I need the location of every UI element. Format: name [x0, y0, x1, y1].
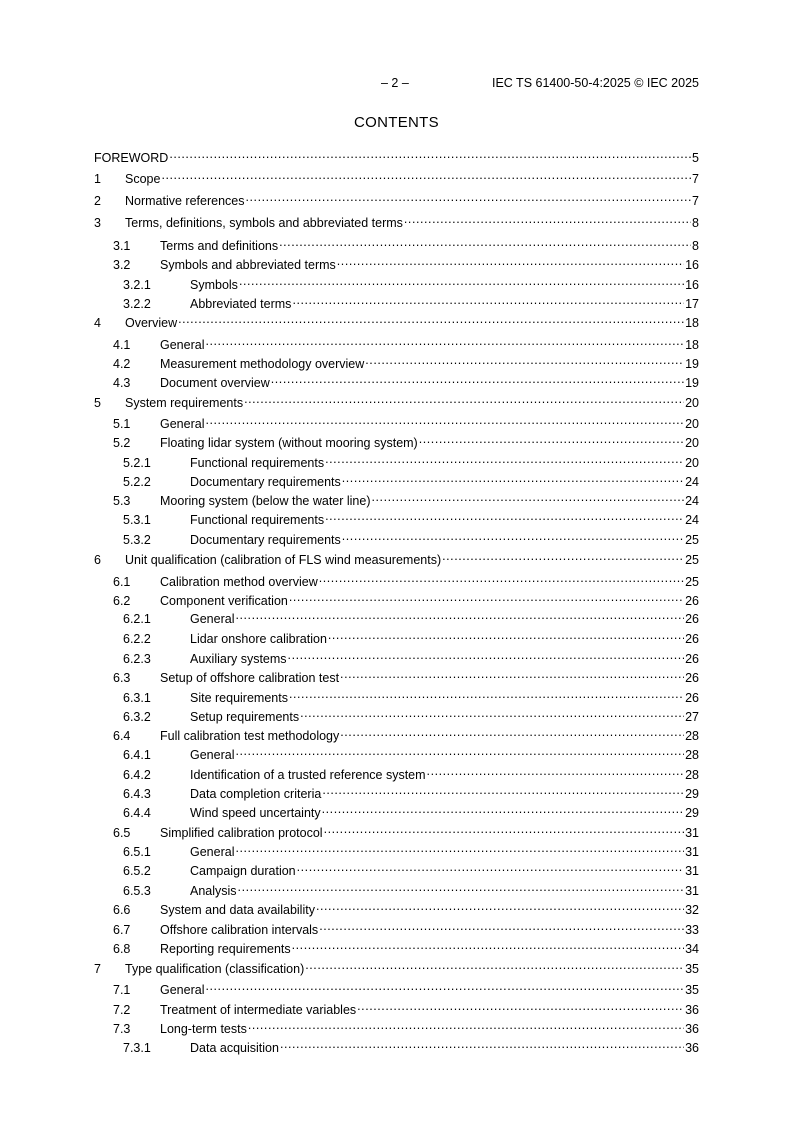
toc-entry[interactable] [94, 547, 699, 567]
toc-entry[interactable] [94, 820, 699, 840]
dot-leader [289, 685, 684, 702]
toc-entry-number: 6.1 [113, 575, 131, 589]
toc-entry[interactable] [94, 310, 699, 330]
toc-entry-title: Terms, definitions, symbols and abbreviated terms [125, 216, 403, 230]
toc-entry[interactable] [94, 723, 699, 743]
toc-entry-title: General [160, 417, 205, 431]
toc-entry-number: 6.5.1 [123, 845, 151, 859]
toc-entry-title: System requirements [125, 396, 244, 410]
toc-entry-title: FOREWORD [94, 151, 169, 165]
toc-entry-number: 6.5.3 [123, 884, 151, 898]
toc-entry-title: Mooring system (below the water line) [160, 494, 371, 508]
toc-entry-page: 16 [685, 278, 699, 292]
toc-entry-number: 7.2 [113, 1003, 131, 1017]
dot-leader [322, 781, 684, 798]
dot-leader [340, 723, 684, 740]
toc-entry-number: 6.5.2 [123, 864, 151, 878]
toc-entry-title: Auxiliary systems [190, 652, 287, 666]
toc-entry-page: 31 [685, 826, 699, 840]
toc-entry-page: 26 [685, 671, 699, 685]
toc-entry-number: 6.3.1 [123, 691, 151, 705]
toc-entry[interactable] [94, 166, 699, 186]
toc-entry-number: 5.3.1 [123, 513, 151, 527]
dot-leader [365, 351, 684, 368]
page-title: CONTENTS [354, 114, 439, 131]
toc-entry-number: 5.2.2 [123, 475, 151, 489]
toc-entry[interactable] [94, 569, 699, 589]
dot-leader [248, 1016, 684, 1033]
toc-entry-number: 6.7 [113, 923, 131, 937]
toc-entry-page: 28 [685, 768, 699, 782]
toc-entry[interactable] [94, 210, 699, 230]
toc-entry-page: 35 [685, 962, 699, 976]
toc-entry-title: Type qualification (classification) [125, 962, 305, 976]
toc-entry-page: 25 [685, 575, 699, 589]
toc-entry-number: 7.3.1 [123, 1041, 151, 1055]
toc-entry-number: 5.1 [113, 417, 131, 431]
toc-entry-number: 6 [94, 553, 101, 567]
page-number: – 2 – [381, 76, 409, 90]
toc-entry-number: 6.2.2 [123, 632, 151, 646]
toc-entry-number: 6.4.1 [123, 748, 151, 762]
dot-leader [442, 547, 684, 564]
toc-entry-title: Setup requirements [190, 710, 300, 724]
toc-entry-page: 20 [685, 417, 699, 431]
toc-entry-number: 4.2 [113, 357, 131, 371]
toc-entry[interactable] [94, 370, 699, 390]
toc-entry-number: 6.4.3 [123, 787, 151, 801]
toc-entry[interactable] [94, 527, 699, 547]
toc-entry-page: 26 [685, 632, 699, 646]
dot-leader [305, 956, 684, 973]
toc-entry-page: 20 [685, 456, 699, 470]
toc-entry-page: 19 [685, 357, 699, 371]
dot-leader [161, 166, 691, 183]
dot-leader [324, 820, 685, 837]
toc-entry-page: 26 [685, 612, 699, 626]
toc-entry-number: 3 [94, 216, 101, 230]
toc-entry-number: 5.2 [113, 436, 131, 450]
toc-entry-title: Lidar onshore calibration [190, 632, 327, 646]
toc-entry-number: 3.2.2 [123, 297, 151, 311]
toc-entry-title: Data completion criteria [190, 787, 322, 801]
dot-leader [235, 839, 684, 856]
toc-entry[interactable] [94, 997, 699, 1017]
dot-leader [205, 977, 684, 994]
dot-leader [325, 450, 684, 467]
toc-entry-number: 6.8 [113, 942, 131, 956]
toc-entry[interactable] [94, 626, 699, 646]
toc-entry-title: Long-term tests [160, 1022, 247, 1036]
toc-entry-number: 6.3 [113, 671, 131, 685]
toc-entry[interactable] [94, 977, 699, 997]
toc-entry-page: 26 [685, 594, 699, 608]
toc-entry-title: Identification of a trusted reference system [190, 768, 426, 782]
toc-entry-title: Site requirements [190, 691, 288, 705]
toc-entry-title: Data acquisition [190, 1041, 279, 1055]
dot-leader [322, 800, 684, 817]
dot-leader [342, 469, 684, 486]
toc-entry[interactable] [94, 252, 699, 272]
toc-entry[interactable] [94, 390, 699, 410]
dot-leader [235, 606, 684, 623]
toc-entry-title: General [190, 612, 235, 626]
toc-entry[interactable] [94, 430, 699, 450]
toc-entry[interactable] [94, 878, 699, 898]
toc-entry-number: 6.4.2 [123, 768, 151, 782]
dot-leader [178, 310, 684, 327]
dot-leader [328, 626, 684, 643]
toc-entry-title: General [190, 845, 235, 859]
dot-leader [316, 897, 684, 914]
toc-entry-page: 24 [685, 494, 699, 508]
toc-entry-page: 8 [692, 216, 699, 230]
toc-entry-title: Analysis [190, 884, 237, 898]
dot-leader [239, 272, 684, 289]
toc-entry-number: 7.3 [113, 1022, 131, 1036]
toc-entry[interactable] [94, 469, 699, 489]
toc-entry-title: Unit qualification (calibration of FLS wind measurements) [125, 553, 442, 567]
toc-entry-title: Treatment of intermediate variables [160, 1003, 357, 1017]
toc-entry-number: 7.1 [113, 983, 131, 997]
toc-entry-page: 19 [685, 376, 699, 390]
toc-entry-number: 5.2.1 [123, 456, 151, 470]
dot-leader [279, 233, 691, 250]
toc-entry-title: General [160, 983, 205, 997]
toc-entry[interactable] [94, 1016, 699, 1036]
toc-entry-page: 26 [685, 691, 699, 705]
toc-entry-number: 5.3 [113, 494, 131, 508]
toc-entry-page: 36 [685, 1003, 699, 1017]
toc-entry[interactable] [94, 742, 699, 762]
toc-entry-title: Calibration method overview [160, 575, 318, 589]
dot-leader [372, 488, 685, 505]
toc-entry[interactable] [94, 1035, 699, 1055]
dot-leader [244, 390, 684, 407]
toc-entry-page: 24 [685, 513, 699, 527]
toc-entry-page: 28 [685, 729, 699, 743]
toc-entry[interactable] [94, 685, 699, 705]
dot-leader [246, 188, 692, 205]
dot-leader [280, 1035, 684, 1052]
toc-entry-title: General [190, 748, 235, 762]
toc-entry-title: Setup of offshore calibration test [160, 671, 340, 685]
toc-entry[interactable] [94, 839, 699, 859]
toc-entry-page: 7 [692, 194, 699, 208]
toc-entry[interactable] [94, 233, 699, 253]
dot-leader [205, 411, 684, 428]
toc-entry[interactable] [94, 145, 699, 165]
dot-leader [427, 762, 685, 779]
dot-leader [238, 878, 685, 895]
toc-entry-page: 24 [685, 475, 699, 489]
toc-entry-number: 3.2.1 [123, 278, 151, 292]
toc-entry-number: 4.3 [113, 376, 131, 390]
toc-entry-title: Campaign duration [190, 864, 296, 878]
dot-leader [337, 252, 684, 269]
toc-entry[interactable] [94, 704, 699, 724]
toc-entry[interactable] [94, 897, 699, 917]
toc-entry-page: 33 [685, 923, 699, 937]
toc-entry-page: 18 [685, 338, 699, 352]
toc-entry[interactable] [94, 858, 699, 878]
toc-entry-number: 7 [94, 962, 101, 976]
toc-entry-page: 18 [685, 316, 699, 330]
dot-leader [288, 646, 685, 663]
toc-entry-page: 28 [685, 748, 699, 762]
toc-entry-page: 32 [685, 903, 699, 917]
toc-entry-title: General [160, 338, 205, 352]
toc-entry-number: 4.1 [113, 338, 131, 352]
toc-entry-page: 20 [685, 436, 699, 450]
document-id: IEC TS 61400-50-4:2025 © IEC 2025 [491, 76, 699, 90]
toc-entry-page: 36 [685, 1041, 699, 1055]
dot-leader [297, 858, 684, 875]
toc-entry-page: 34 [685, 942, 699, 956]
toc-entry[interactable] [94, 488, 699, 508]
toc-entry[interactable] [94, 917, 699, 937]
toc-entry-number: 6.4 [113, 729, 131, 743]
dot-leader [342, 527, 684, 544]
page-header [94, 76, 699, 92]
toc-entry-page: 20 [685, 396, 699, 410]
toc-entry-title: Documentary requirements [190, 533, 341, 547]
toc-entry-title: Measurement methodology overview [160, 357, 365, 371]
toc-entry-page: 8 [692, 239, 699, 253]
toc-entry-number: 4 [94, 316, 101, 330]
toc-entry-number: 6.2.3 [123, 652, 151, 666]
dot-leader [419, 430, 684, 447]
toc-entry-number: 5.3.2 [123, 533, 151, 547]
toc-entry-number: 6.4.4 [123, 806, 151, 820]
dot-leader [319, 917, 684, 934]
toc-entry-page: 29 [685, 787, 699, 801]
toc-entry-title: Symbols and abbreviated terms [160, 258, 336, 272]
toc-entry-page: 5 [692, 151, 699, 165]
toc-entry[interactable] [94, 762, 699, 782]
toc-entry-number: 6.2.1 [123, 612, 151, 626]
toc-entry-number: 6.3.2 [123, 710, 151, 724]
toc-entry[interactable] [94, 332, 699, 352]
toc-entry-number: 3.1 [113, 239, 131, 253]
toc-entry-page: 16 [685, 258, 699, 272]
toc-entry-number: 5 [94, 396, 101, 410]
toc-entry-title: Simplified calibration protocol [160, 826, 323, 840]
toc-entry-page: 7 [692, 172, 699, 186]
toc-entry-title: Symbols [190, 278, 238, 292]
toc-entry-page: 25 [685, 533, 699, 547]
toc-entry-title: Reporting requirements [160, 942, 291, 956]
toc-entry[interactable] [94, 800, 699, 820]
toc-entry-title: System and data availability [160, 903, 315, 917]
toc-entry[interactable] [94, 936, 699, 956]
toc-entry[interactable] [94, 956, 699, 976]
dot-leader [169, 145, 691, 162]
dot-leader [325, 507, 684, 524]
toc-entry-title: Documentary requirements [190, 475, 341, 489]
toc-entry-title: Abbreviated terms [190, 297, 292, 311]
toc-entry-title: Functional requirements [190, 513, 325, 527]
toc-entry-number: 3.2 [113, 258, 131, 272]
toc-entry-page: 31 [685, 884, 699, 898]
toc-entry[interactable] [94, 646, 699, 666]
toc-entry-page: 27 [685, 710, 699, 724]
toc-entry-page: 31 [685, 845, 699, 859]
toc-entry-page: 26 [685, 652, 699, 666]
toc-entry[interactable] [94, 188, 699, 208]
dot-leader [300, 704, 684, 721]
toc-entry[interactable] [94, 351, 699, 371]
dot-leader [340, 665, 684, 682]
toc-entry[interactable] [94, 665, 699, 685]
dot-leader [319, 569, 684, 586]
toc-entry-number: 6.6 [113, 903, 131, 917]
toc-entry[interactable] [94, 291, 699, 311]
toc-entry-title: Normative references [125, 194, 245, 208]
toc-entry-title: Functional requirements [190, 456, 325, 470]
toc-entry-page: 29 [685, 806, 699, 820]
toc-entry-number: 6.2 [113, 594, 131, 608]
dot-leader [292, 936, 684, 953]
toc-entry-title: Component verification [160, 594, 288, 608]
toc-entry-title: Offshore calibration intervals [160, 923, 319, 937]
toc-entry-number: 6.5 [113, 826, 131, 840]
toc-entry-title: Overview [125, 316, 178, 330]
toc-entry-title: Full calibration test methodology [160, 729, 340, 743]
toc-entry[interactable] [94, 588, 699, 608]
dot-leader [271, 370, 684, 387]
toc-entry-page: 31 [685, 864, 699, 878]
toc-entry[interactable] [94, 781, 699, 801]
dot-leader [357, 997, 684, 1014]
dot-leader [235, 742, 684, 759]
toc-entry-page: 17 [685, 297, 699, 311]
toc-entry-title: Scope [125, 172, 161, 186]
toc-entry-title: Terms and definitions [160, 239, 279, 253]
toc-entry[interactable] [94, 606, 699, 626]
toc-entry[interactable] [94, 272, 699, 292]
toc-entry-number: 1 [94, 172, 101, 186]
dot-leader [289, 588, 684, 605]
toc-entry[interactable] [94, 450, 699, 470]
toc-entry-page: 35 [685, 983, 699, 997]
toc-entry-page: 25 [685, 553, 699, 567]
dot-leader [292, 291, 684, 308]
dot-leader [404, 210, 691, 227]
toc-entry[interactable] [94, 507, 699, 527]
toc-entry-title: Document overview [160, 376, 270, 390]
toc-entry-title: Floating lidar system (without mooring system) [160, 436, 418, 450]
toc-entry-title: Wind speed uncertainty [190, 806, 321, 820]
toc-entry-page: 36 [685, 1022, 699, 1036]
dot-leader [205, 332, 684, 349]
toc-entry-number: 2 [94, 194, 101, 208]
toc-entry[interactable] [94, 411, 699, 431]
